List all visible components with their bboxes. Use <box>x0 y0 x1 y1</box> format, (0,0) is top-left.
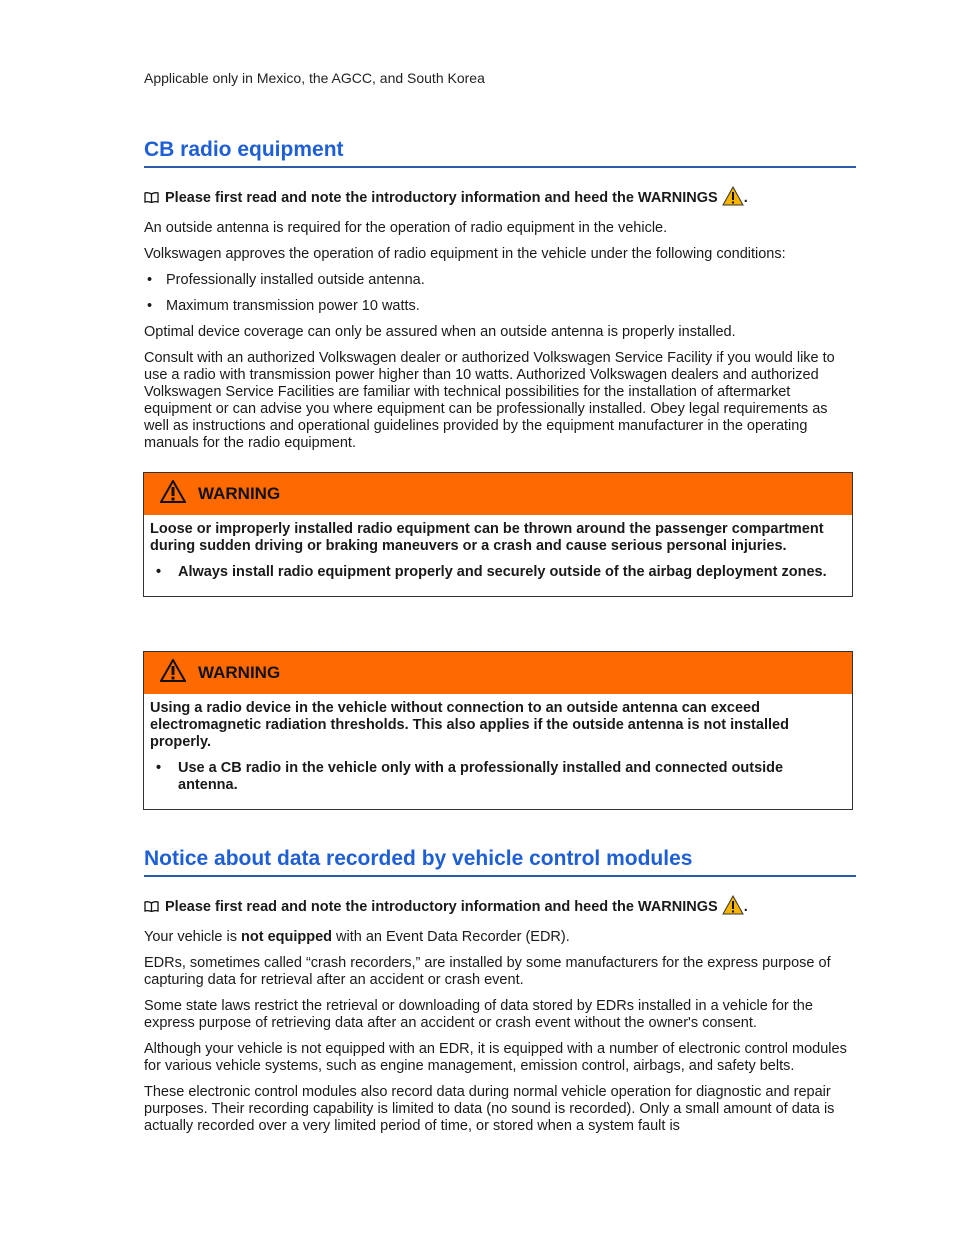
warning-box-2 <box>143 651 853 810</box>
book-icon <box>144 899 159 915</box>
paragraph: These electronic control modules also record data during normal vehicle operation for diagnostic and repair purposes. Their recording capability is limited to data (no sound is recorded). Only a small amount of data is actually recorded over a very limited period of time, or stored when a system fault is <box>144 1084 835 1134</box>
warning-text: Using a radio device in the vehicle without connection to an outside antenna can exceed electromagnetic radiation thresholds. This also applies if the outside antenna is not installed properly. <box>150 700 789 750</box>
intro-text: Please first read and note the introductory information and heed the WARNINGS <box>165 899 718 915</box>
warning-bullet: • Always install radio equipment properly and securely outside of the airbag deployment zones. <box>150 564 844 581</box>
intro-text: Please first read and note the introductory information and heed the WARNINGS <box>165 190 718 206</box>
paragraph: Optimal device coverage can only be assured when an outside antenna is properly installed. <box>144 324 736 340</box>
book-icon <box>144 190 159 206</box>
section-cb-radio <box>144 138 856 461</box>
warning-header <box>144 652 852 694</box>
intro-line: Please first read and note the introductory information and heed the WARNINGS . <box>144 186 856 210</box>
list-item: • Professionally installed outside antenna. <box>144 272 856 289</box>
warning-label: WARNING <box>198 484 281 503</box>
warning-header <box>144 473 852 515</box>
warning-icon <box>160 659 186 687</box>
section-title: Notice about data recorded by vehicle control modules <box>144 847 856 877</box>
paragraph: Although your vehicle is not equipped with an EDR, it is equipped with a number of electronic control modules for various vehicle systems, such as engine management, emission control, airbags, and safety belts. <box>144 1041 847 1074</box>
warning-triangle-icon[interactable] <box>722 895 744 919</box>
paragraph: Your vehicle is not equipped with an Event Data Recorder (EDR). <box>144 929 570 945</box>
paragraph: An outside antenna is required for the operation of radio equipment in the vehicle. <box>144 220 668 236</box>
warning-body <box>144 694 852 809</box>
warning-box-1 <box>143 472 853 597</box>
list-item: • Maximum transmission power 10 watts. <box>144 298 856 315</box>
intro-line: Please first read and note the introductory information and heed the WARNINGS . <box>144 895 856 919</box>
warning-body <box>144 515 852 596</box>
section-data-recorded <box>144 847 856 1144</box>
paragraph: Volkswagen approves the operation of radio equipment in the vehicle under the following conditions: <box>144 246 786 262</box>
section-title: CB radio equipment <box>144 138 856 168</box>
warning-bullet: • Use a CB radio in the vehicle only with a professionally installed and connected outside antenna. <box>150 760 844 794</box>
paragraph: EDRs, sometimes called “crash recorders,” are installed by some manufacturers for the express purpose of capturing data for retrieval after an accident or crash event. <box>144 955 831 988</box>
warning-triangle-icon[interactable] <box>722 186 744 210</box>
region-note: Applicable only in Mexico, the AGCC, and South Korea <box>144 70 485 86</box>
warning-text: Loose or improperly installed radio equipment can be thrown around the passenger compartment during sudden driving or braking maneuvers or a crash and cause serious personal injuries. <box>150 521 824 554</box>
warning-icon <box>160 480 186 508</box>
conditions-list <box>144 272 856 315</box>
paragraph: Some state laws restrict the retrieval or downloading of data stored by EDRs installed in a vehicle for the express purpose of retrieving data after an accident or crash event without the owner's consent. <box>144 998 813 1031</box>
warning-label: WARNING <box>198 663 281 682</box>
paragraph: Consult with an authorized Volkswagen dealer or authorized Volkswagen Service Facility if you would like to use a radio with transmission power higher than 10 watts. Authorized Volkswagen dealers and authorized Volkswagen Service Facilities are familiar with technical possibilities for the installation of aftermarket equipment or can advise you where equipment can be professionally installed. Obey legal requirements as well as instructions and operational guidelines provided by the equipment manufacturer in the operating manuals for the radio equipment. <box>144 350 835 451</box>
